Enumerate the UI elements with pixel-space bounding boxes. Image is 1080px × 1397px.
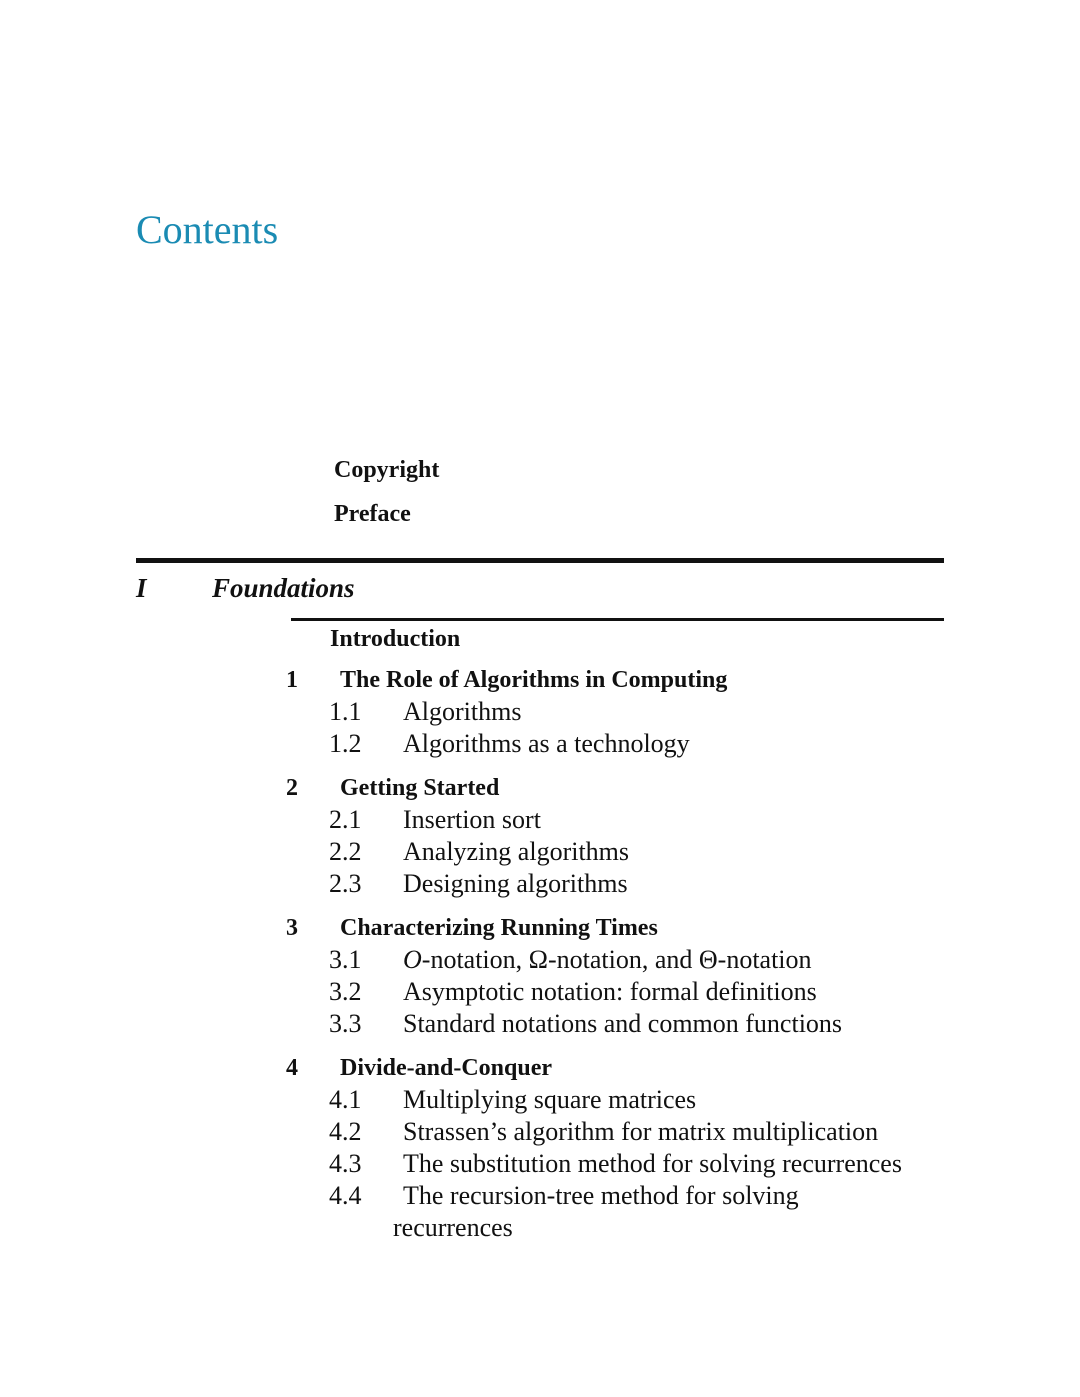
chapter-number: 1	[286, 666, 298, 693]
section-number: 4.3	[329, 1149, 362, 1178]
chapter-heading[interactable]	[286, 772, 986, 804]
section-number: 2.2	[329, 837, 362, 866]
section-title: Analyzing algorithms	[403, 837, 630, 866]
chapter-heading[interactable]	[286, 912, 986, 944]
section-number: 1.2	[329, 729, 362, 758]
chapter-number: 4	[286, 1054, 298, 1081]
section-title: Algorithms as a technology	[403, 729, 690, 758]
section-title-rest: -notation, Ω-notation, and Θ-notation	[421, 945, 812, 974]
big-o-symbol: O	[403, 945, 422, 974]
part-title[interactable]: Foundations	[212, 573, 355, 603]
contents-heading: Contents	[136, 207, 279, 252]
section-number: 4.1	[329, 1085, 362, 1114]
section-title-line: The recursion-tree method for solving	[403, 1181, 799, 1210]
section-entry[interactable]	[286, 1008, 986, 1040]
section-title: Multiplying square matrices	[403, 1085, 697, 1114]
section-title: The substitution method for solving recurrences	[403, 1149, 902, 1178]
section-number: 2.1	[329, 805, 362, 834]
toc-entry-preface[interactable]: Preface	[334, 501, 411, 527]
section-entry[interactable]	[286, 976, 986, 1008]
chapter-number: 3	[286, 914, 298, 941]
chapter-2	[286, 772, 986, 900]
section-title: Standard notations and common functions	[403, 1009, 843, 1038]
part-divider-thick	[136, 558, 944, 563]
section-entry[interactable]	[286, 944, 986, 976]
section-title: Asymptotic notation: formal definitions	[403, 977, 817, 1006]
section-entry[interactable]	[286, 728, 986, 760]
chapter-4	[286, 1052, 986, 1244]
chapter-title: Characterizing Running Times	[340, 914, 658, 941]
section-entry[interactable]	[286, 836, 986, 868]
section-number: 3.3	[329, 1009, 362, 1038]
section-number: 3.1	[329, 945, 362, 974]
section-title: Strassen’s algorithm for matrix multiplication	[403, 1117, 879, 1146]
section-title: Designing algorithms	[403, 869, 628, 898]
section-title	[403, 945, 812, 975]
section-number: 2.3	[329, 869, 362, 898]
section-entry[interactable]	[286, 1180, 986, 1244]
chapter-number: 2	[286, 774, 298, 801]
section-number: 1.1	[329, 697, 362, 726]
chapter-list	[286, 664, 986, 1256]
chapter-title: The Role of Algorithms in Computing	[340, 666, 728, 693]
section-entry[interactable]	[286, 868, 986, 900]
chapter-3	[286, 912, 986, 1040]
section-title	[393, 1180, 799, 1244]
part-divider-thin	[291, 618, 944, 621]
section-title-line: recurrences	[393, 1213, 513, 1242]
chapter-heading[interactable]	[286, 1052, 986, 1084]
chapter-1	[286, 664, 986, 760]
section-number: 4.2	[329, 1117, 362, 1146]
section-title: Insertion sort	[403, 805, 541, 834]
section-entry[interactable]	[286, 1084, 986, 1116]
section-entry[interactable]	[286, 1148, 986, 1180]
chapter-heading[interactable]	[286, 664, 986, 696]
section-number: 3.2	[329, 977, 362, 1006]
part-number: I	[136, 573, 147, 603]
section-number: 4.4	[329, 1181, 362, 1210]
chapter-title: Getting Started	[340, 774, 500, 801]
toc-entry-introduction[interactable]: Introduction	[330, 626, 461, 652]
section-entry[interactable]	[286, 696, 986, 728]
section-entry[interactable]	[286, 804, 986, 836]
toc-entry-copyright[interactable]: Copyright	[334, 457, 440, 483]
chapter-title: Divide-and-Conquer	[340, 1054, 553, 1081]
section-entry[interactable]	[286, 1116, 986, 1148]
section-title: Algorithms	[403, 697, 522, 726]
